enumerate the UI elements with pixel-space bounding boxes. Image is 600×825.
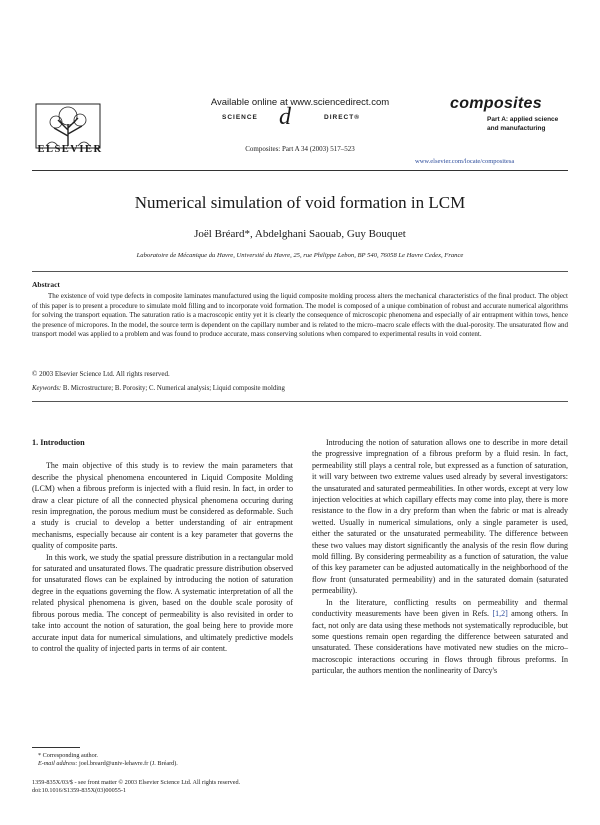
abstract-heading: Abstract [32, 280, 60, 289]
publisher-name: ELSEVIER [37, 144, 103, 155]
journal-logo-subtitle [487, 115, 567, 133]
email-label: E-mail address: [38, 760, 78, 768]
abstract-bottom-divider [32, 401, 568, 402]
email-address[interactable]: joel.breard@univ-lehavre.fr (J. Bréard). [77, 760, 178, 768]
email-note [38, 760, 288, 768]
body-paragraph [312, 597, 568, 677]
sciencedirect-logo-left: SCIENCE [222, 114, 258, 121]
issn-block [32, 779, 432, 796]
body-paragraph: Introducing the notion of saturation allows one to describe in more detail the progressive impregnation of a fibrous preform by a fluid resin. In fact, permeability still plays a central role, but expressed as a function of saturation, it will vary between two extreme values used already by several investigators: the unsaturated and saturated permeabilities. In other words, except at very low injection velocities at which capillary effects may come into play, there is more resistance to the flow in a dry preform than when the fabric or mat is already wetted. Usually in numerical simulations, only a single parameter is used, either the saturated or the unsaturated permeability. The difference between these two values may distort significantly the analysis of the resin flow during mold filling. By considering permeability as a function of saturation, the value of this key parameter can be adjusted automatically in the neighborhood of the flow front (unsaturated permeability) and in the saturated domain (saturated permeability). [312, 438, 568, 596]
right-column [312, 437, 568, 677]
corresponding-author-note: * Corresponding author. [38, 752, 98, 759]
journal-logo-title: composites [450, 95, 542, 112]
paper-title: Numerical simulation of void formation in LCM [134, 193, 466, 212]
body-paragraph: The main objective of this study is to review the main parameters that describe the physical phenomena encountered in Liquid Composite Molding (LCM) when a fibrous preform is injected with a fluid resin. In fact, in order to draw a clear picture of all the connected physical phenomena occuring during resin impregnation, the porous medium must be considered as deformable. Such a study is crucial to develop a better understanding of air entrapment mechanisms, especially because air content is a key parameter that governs the quality of composite parts. [32, 461, 293, 551]
issn-line: 1359-835X/03/$ - see front matter © 2003 Elsevier Science Ltd. All rights reserved. [32, 779, 241, 786]
journal-subtitle-line-1: Part A: applied science [487, 116, 559, 123]
sciencedirect-logo-right: DIRECT® [324, 114, 360, 121]
sciencedirect-logo-mark: d [279, 104, 291, 130]
abstract-top-divider [32, 271, 568, 272]
body-text: In the literature, conflicting results on permeability and thermal conductivity measurements have been given in Refs. [312, 597, 568, 619]
available-online-link[interactable]: Available online at www.sciencedirect.com [210, 97, 390, 108]
keywords [32, 385, 285, 392]
footnote-divider [32, 747, 80, 748]
abstract-paragraph: The existence of void type defects in composite laminates manufactured using the liquid composite molding process alters the mechanical characteristics of the final product. The object of this paper is to present a procedure to simulate mold filling and to incorporate void formation. The model is composed of a unique combination of robust and accurate numerical algorithms for solving the transport equation. The saturation ratio is a macroscopic entity yet it is clearly the consequence of microscopic phenomena and especially of air entrapment within tows, hence the presence of micropores. In the model, the source term is dependent on the capillary number and is related to the micro–macro scale effects with the dual-porosity. The unsaturated flow and transport model was applied to a problem and was found to produce accurate, mass conserving solutions when compared to experimental results in void content. [32, 292, 568, 339]
reference-link[interactable]: [1,2] [492, 609, 508, 619]
journal-url-link[interactable]: www.elsevier.com/locate/compositesa [415, 158, 515, 165]
journal-citation: Composites: Part A 34 (2003) 517–523 [245, 145, 355, 153]
body-paragraph: In this work, we study the spatial pressure distribution in a rectangular mold for saturated and unsaturated flows. The quadratic pressure distribution observed for unsaturated flows can be explained by introducing the notion of saturation degree in the equations governing the flow. A systematic interpretation of all the related physical phenomena is given, based on the double scale porosity of fibrous porous media. The concept of permeability is also revisited in order to take into account the notion of saturation, the goal being here to provide more accurate input data for numerical simulations, and ultimately predictive models to control the quality of injected parts in terms of air content. [32, 552, 293, 653]
footnote [38, 752, 288, 769]
header-divider [32, 170, 568, 171]
body-text: among others. In fact, not only are data using these methods not systematically reproducible, but some questions remain open regarding the difference between saturated and unsaturated. These considerations have motivated new studies on the micro–macroscopic interactions occuring in flows through fibrous preforms. In particular, the authors mention the nonlinearity of Darcy's [312, 609, 568, 676]
abstract-body [32, 292, 568, 340]
abstract-copyright: © 2003 Elsevier Science Ltd. All rights reserved. [32, 370, 170, 378]
keywords-list: B. Microstructure; B. Porosity; C. Numerical analysis; Liquid composite molding [62, 385, 285, 392]
author-affiliation: Laboratoire de Mécanique du Havre, Université du Havre, 25, rue Philippe Lebon, BP 540, 76058 Le Havre Cedex, France [136, 252, 464, 259]
section-heading: 1. Introduction [32, 438, 85, 447]
journal-subtitle-line-2: and manufacturing [487, 125, 546, 132]
left-column [32, 437, 293, 654]
doi-line: doi:10.1016/S1359-835X(03)00055-1 [32, 787, 127, 795]
paper-authors: Joël Bréard*, Abdelghani Saouab, Guy Bouquet [194, 228, 406, 240]
keywords-label: Keywords: [32, 385, 62, 392]
